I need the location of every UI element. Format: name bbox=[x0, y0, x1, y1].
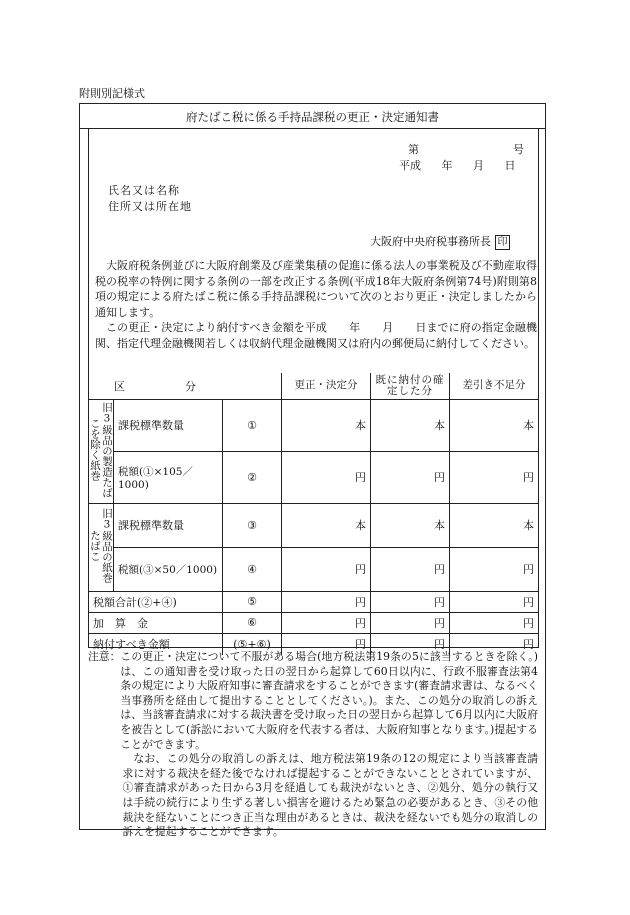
row5-label: 税額合計(②+④) bbox=[89, 591, 223, 612]
issuer-office: 大阪府中央府税事務所長 bbox=[370, 235, 491, 248]
row2-label: 税額(①×105／1000) bbox=[114, 451, 223, 503]
row6-correction: 円 bbox=[282, 612, 371, 633]
header-division: 区分 bbox=[89, 373, 282, 399]
seal-mark: 印 bbox=[495, 235, 510, 250]
caution-notes bbox=[88, 650, 538, 840]
date-day: 日 bbox=[504, 159, 516, 172]
row1-number: ① bbox=[223, 399, 282, 451]
number-suffix: 号 bbox=[513, 143, 524, 156]
form-caption: 附則別記様式 bbox=[79, 87, 145, 100]
table-row bbox=[89, 547, 538, 591]
table-row bbox=[89, 451, 538, 503]
row6-label: 加 算 金 bbox=[89, 612, 223, 633]
group1-label: 旧3級品の製造たばこを除く紙巻 bbox=[89, 401, 113, 498]
notice-form bbox=[79, 103, 546, 839]
row4-number: ④ bbox=[223, 547, 282, 591]
row7-number: (⑤+⑥) bbox=[223, 633, 282, 655]
header-confirmed: 既に納付の確定した分 bbox=[371, 373, 450, 399]
row7-confirmed: 円 bbox=[371, 633, 450, 655]
row6-difference: 円 bbox=[450, 612, 538, 633]
issuer-block bbox=[370, 233, 510, 250]
row4-label: 税額(③×50／1000) bbox=[114, 547, 223, 591]
notice-body-box bbox=[88, 128, 539, 652]
group1-label-cell bbox=[89, 399, 114, 503]
date-year: 年 bbox=[441, 159, 453, 172]
date-month: 月 bbox=[473, 159, 484, 172]
row7-correction: 円 bbox=[282, 633, 371, 655]
notice-paragraph-2: この更正・決定により納付すべき金額を平成 年 月 日までに府の指定金融機関、指定代理金融機関若しくは収納代理金融機関又は府内の郵便局に納付してください。 bbox=[95, 321, 537, 350]
caution-tag: 注意： bbox=[88, 650, 121, 663]
row6-confirmed: 円 bbox=[371, 612, 450, 633]
header-correction: 更正・決定分 bbox=[282, 373, 371, 399]
caution-paragraph-2: なお、この処分の取消しの訴えは、地方税法第19条の12の規定により当該審査請求に対する裁決を経た後でなければ提起することができないこととされていますが、①審査請求があった日から3月を経過しても裁決がないとき、②処分、処分の執行又は手続の続行により生ずる著しい損害を避けるため緊急の必要があるとき、③その他裁決を経ないことにつき正当な理由があるときは、裁決を経ないでも処分の取消しの訴えを提起することができます。 bbox=[122, 752, 538, 839]
row5-confirmed: 円 bbox=[371, 591, 450, 612]
row1-confirmed: 本 bbox=[371, 399, 450, 451]
row5-number: ⑤ bbox=[223, 591, 282, 612]
caution-paragraph-1: この更正・決定について不服がある場合(地方税法第19条の5に該当するときを除く。)は、この通知書を受け取った日の翌日から起算して60日以内に、行政不服審査法第4条の規定により大阪府知事に審査請求をすることができます(審査請求書は、なるべく当事務所を経由して提出することとしてください。)。また、この処分の取消しの訴えは、当該審査請求に対する裁決書を受け取った日の翌日から起算して6月以内に大阪府を被告として(訴訟において大阪府を代表する者は、大阪府知事となります。)提起することができます。 bbox=[120, 650, 538, 751]
row7-difference: 円 bbox=[450, 633, 538, 655]
address-label: 住所又は所在地 bbox=[108, 200, 192, 213]
number-prefix: 第 bbox=[408, 143, 419, 156]
row5-correction: 円 bbox=[282, 591, 371, 612]
tax-table bbox=[89, 373, 538, 655]
row2-difference: 円 bbox=[450, 451, 538, 503]
row4-difference: 円 bbox=[450, 547, 538, 591]
row1-difference: 本 bbox=[450, 399, 538, 451]
notice-paragraph-1: 大阪府税条例並びに大阪府創業及び産業集積の促進に係る法人の事業税及び不動産取得税の税率の特例に関する条例の一部を改正する条例(平成18年大阪府条例第74号)附則第8項の規定による府たばこ税に係る手持品課税について次のとおり更正・決定しましたから通知します。 bbox=[95, 259, 537, 319]
row2-confirmed: 円 bbox=[371, 451, 450, 503]
row3-number: ③ bbox=[223, 503, 282, 547]
row5-difference: 円 bbox=[450, 591, 538, 612]
row3-correction: 本 bbox=[282, 503, 371, 547]
table-row bbox=[89, 503, 538, 547]
date-era: 平成 bbox=[399, 159, 421, 172]
row7-label: 納付すべき金額 bbox=[89, 633, 223, 655]
name-label: 氏名又は名称 bbox=[108, 184, 180, 197]
table-row bbox=[89, 591, 538, 612]
table-header-row bbox=[89, 373, 538, 399]
table-row bbox=[89, 612, 538, 633]
group2-label: 旧3級品の紙巻たばこ bbox=[89, 508, 113, 583]
recipient-block bbox=[108, 183, 192, 215]
row4-confirmed: 円 bbox=[371, 547, 450, 591]
row1-correction: 本 bbox=[282, 399, 371, 451]
table-row bbox=[89, 399, 538, 451]
row2-correction: 円 bbox=[282, 451, 371, 503]
group2-label-cell bbox=[89, 503, 114, 591]
issue-date bbox=[399, 157, 516, 173]
row3-label: 課税標準数量 bbox=[114, 503, 223, 547]
caution-lead bbox=[88, 650, 538, 752]
header-difference: 差引き不足分 bbox=[450, 373, 538, 399]
row2-number: ② bbox=[223, 451, 282, 503]
row6-number: ⑥ bbox=[223, 612, 282, 633]
notice-text bbox=[95, 258, 537, 352]
row3-confirmed: 本 bbox=[371, 503, 450, 547]
row3-difference: 本 bbox=[450, 503, 538, 547]
row1-label: 課税標準数量 bbox=[114, 399, 223, 451]
document-title: 府たばこ税に係る手持品課税の更正・決定通知書 bbox=[80, 106, 545, 129]
row4-correction: 円 bbox=[282, 547, 371, 591]
